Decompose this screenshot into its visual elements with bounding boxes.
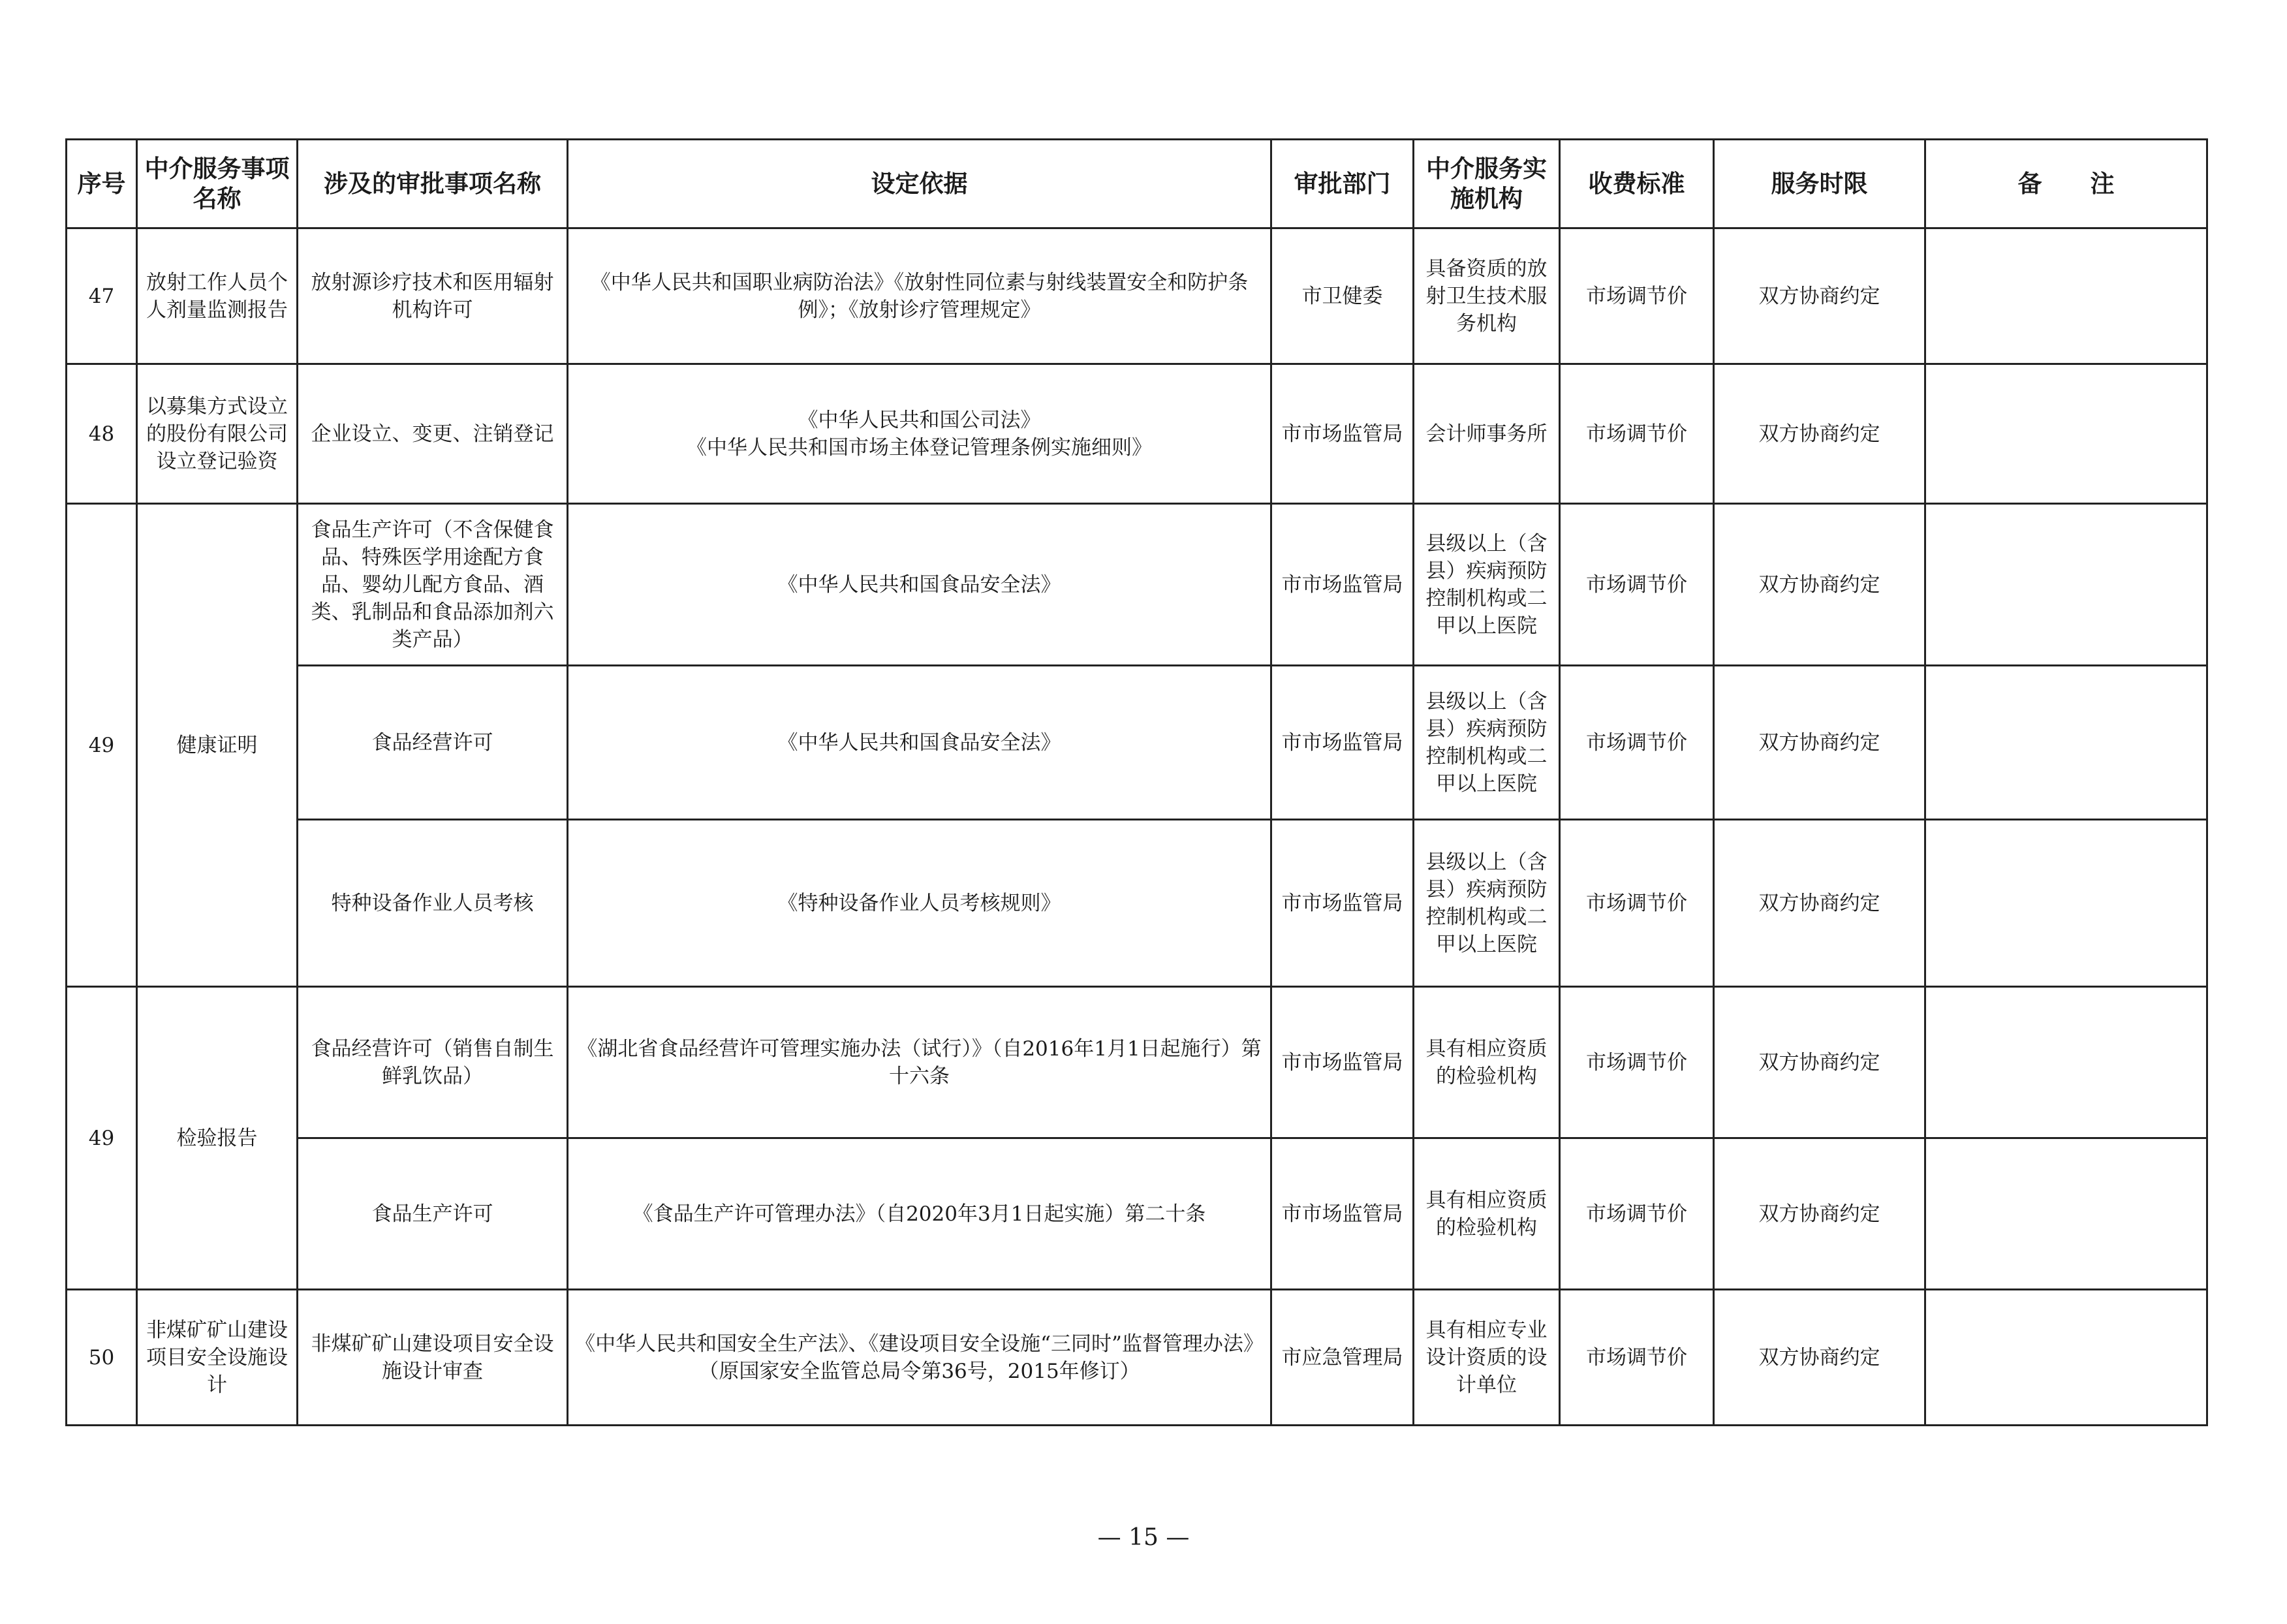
basis-cell: 《特种设备作业人员考核规则》: [568, 820, 1271, 987]
time-limit-cell: 双方协商约定: [1714, 228, 1925, 364]
fee-cell: 市场调节价: [1560, 666, 1714, 820]
approval-item-cell: 食品经营许可（销售自制生鲜乳饮品）: [298, 987, 568, 1138]
table-row: [67, 364, 2207, 504]
remark-cell: [1925, 820, 2207, 987]
approval-item-cell: 企业设立、变更、注销登记: [298, 364, 568, 504]
service-name-cell: 以募集方式设立的股份有限公司设立登记验资: [137, 364, 298, 504]
service-name-cell: 放射工作人员个人剂量监测报告: [137, 228, 298, 364]
remark-cell: [1925, 228, 2207, 364]
seq-cell: 47: [67, 228, 137, 364]
header-time-limit: 服务时限: [1714, 140, 1925, 228]
approval-item-cell: 食品生产许可: [298, 1138, 568, 1290]
time-limit-cell: 双方协商约定: [1714, 1290, 1925, 1426]
seq-cell: 50: [67, 1290, 137, 1426]
remark-cell: [1925, 987, 2207, 1138]
approval-item-cell: 食品经营许可: [298, 666, 568, 820]
remark-cell: [1925, 666, 2207, 820]
remark-cell: [1925, 1290, 2207, 1426]
fee-cell: 市场调节价: [1560, 504, 1714, 666]
table-row: [67, 820, 2207, 987]
dept-cell: 市市场监管局: [1271, 504, 1414, 666]
intermediary-services-table: [65, 138, 2208, 1426]
header-dept: 审批部门: [1271, 140, 1414, 228]
header-approval-item: 涉及的审批事项名称: [298, 140, 568, 228]
agency-cell: 县级以上（含县）疾病预防控制机构或二甲以上医院: [1414, 666, 1560, 820]
dept-cell: 市卫健委: [1271, 228, 1414, 364]
table-row: [67, 504, 2207, 666]
fee-cell: 市场调节价: [1560, 1138, 1714, 1290]
basis-cell: 《食品生产许可管理办法》（自2020年3月1日起实施）第二十条: [568, 1138, 1271, 1290]
dept-cell: 市市场监管局: [1271, 666, 1414, 820]
table-row: [67, 1290, 2207, 1426]
dept-cell: 市应急管理局: [1271, 1290, 1414, 1426]
seq-cell: 49: [67, 987, 137, 1290]
basis-cell: 《中华人民共和国安全生产法》、《建设项目安全设施“三同时”监督管理办法》（原国家安全监管总局令第36号，2015年修订）: [568, 1290, 1271, 1426]
seq-cell: 49: [67, 504, 137, 987]
basis-cell: 《中华人民共和国公司法》 《中华人民共和国市场主体登记管理条例实施细则》: [568, 364, 1271, 504]
fee-cell: 市场调节价: [1560, 987, 1714, 1138]
agency-cell: 县级以上（含县）疾病预防控制机构或二甲以上医院: [1414, 504, 1560, 666]
service-name-cell: 健康证明: [137, 504, 298, 987]
basis-cell: 《中华人民共和国食品安全法》: [568, 666, 1271, 820]
agency-cell: 具有相应资质的检验机构: [1414, 987, 1560, 1138]
time-limit-cell: 双方协商约定: [1714, 504, 1925, 666]
page-number: — 15 —: [1097, 1524, 1190, 1551]
table-row: [67, 666, 2207, 820]
fee-cell: 市场调节价: [1560, 228, 1714, 364]
approval-item-cell: 食品生产许可（不含保健食品、特殊医学用途配方食品、婴幼儿配方食品、酒类、乳制品和食品添加剂六类产品）: [298, 504, 568, 666]
agency-cell: 县级以上（含县）疾病预防控制机构或二甲以上医院: [1414, 820, 1560, 987]
remark-cell: [1925, 364, 2207, 504]
basis-cell: 《湖北省食品经营许可管理实施办法（试行）》（自2016年1月1日起施行）第十六条: [568, 987, 1271, 1138]
time-limit-cell: 双方协商约定: [1714, 987, 1925, 1138]
approval-item-cell: 非煤矿矿山建设项目安全设施设计审查: [298, 1290, 568, 1426]
dept-cell: 市市场监管局: [1271, 364, 1414, 504]
header-seq: 序号: [67, 140, 137, 228]
agency-cell: 具备资质的放射卫生技术服务机构: [1414, 228, 1560, 364]
remark-cell: [1925, 504, 2207, 666]
header-fee: 收费标准: [1560, 140, 1714, 228]
header-remark: 备 注: [1925, 140, 2207, 228]
time-limit-cell: 双方协商约定: [1714, 364, 1925, 504]
fee-cell: 市场调节价: [1560, 820, 1714, 987]
dept-cell: 市市场监管局: [1271, 820, 1414, 987]
remark-cell: [1925, 1138, 2207, 1290]
header-agency: 中介服务实施机构: [1414, 140, 1560, 228]
approval-item-cell: 放射源诊疗技术和医用辐射机构许可: [298, 228, 568, 364]
fee-cell: 市场调节价: [1560, 364, 1714, 504]
seq-cell: 48: [67, 364, 137, 504]
table-row: [67, 228, 2207, 364]
agency-cell: 会计师事务所: [1414, 364, 1560, 504]
time-limit-cell: 双方协商约定: [1714, 1138, 1925, 1290]
agency-cell: 具有相应专业设计资质的设计单位: [1414, 1290, 1560, 1426]
agency-cell: 具有相应资质的检验机构: [1414, 1138, 1560, 1290]
fee-cell: 市场调节价: [1560, 1290, 1714, 1426]
service-name-cell: 检验报告: [137, 987, 298, 1290]
header-row: [67, 140, 2207, 228]
header-service-name: 中介服务事项名称: [137, 140, 298, 228]
basis-cell: 《中华人民共和国职业病防治法》《放射性同位素与射线装置安全和防护条例》；《放射诊疗管理规定》: [568, 228, 1271, 364]
approval-item-cell: 特种设备作业人员考核: [298, 820, 568, 987]
dept-cell: 市市场监管局: [1271, 1138, 1414, 1290]
time-limit-cell: 双方协商约定: [1714, 820, 1925, 987]
header-basis: 设定依据: [568, 140, 1271, 228]
time-limit-cell: 双方协商约定: [1714, 666, 1925, 820]
table-row: [67, 987, 2207, 1138]
service-name-cell: 非煤矿矿山建设项目安全设施设计: [137, 1290, 298, 1426]
dept-cell: 市市场监管局: [1271, 987, 1414, 1138]
basis-cell: 《中华人民共和国食品安全法》: [568, 504, 1271, 666]
table-row: [67, 1138, 2207, 1290]
